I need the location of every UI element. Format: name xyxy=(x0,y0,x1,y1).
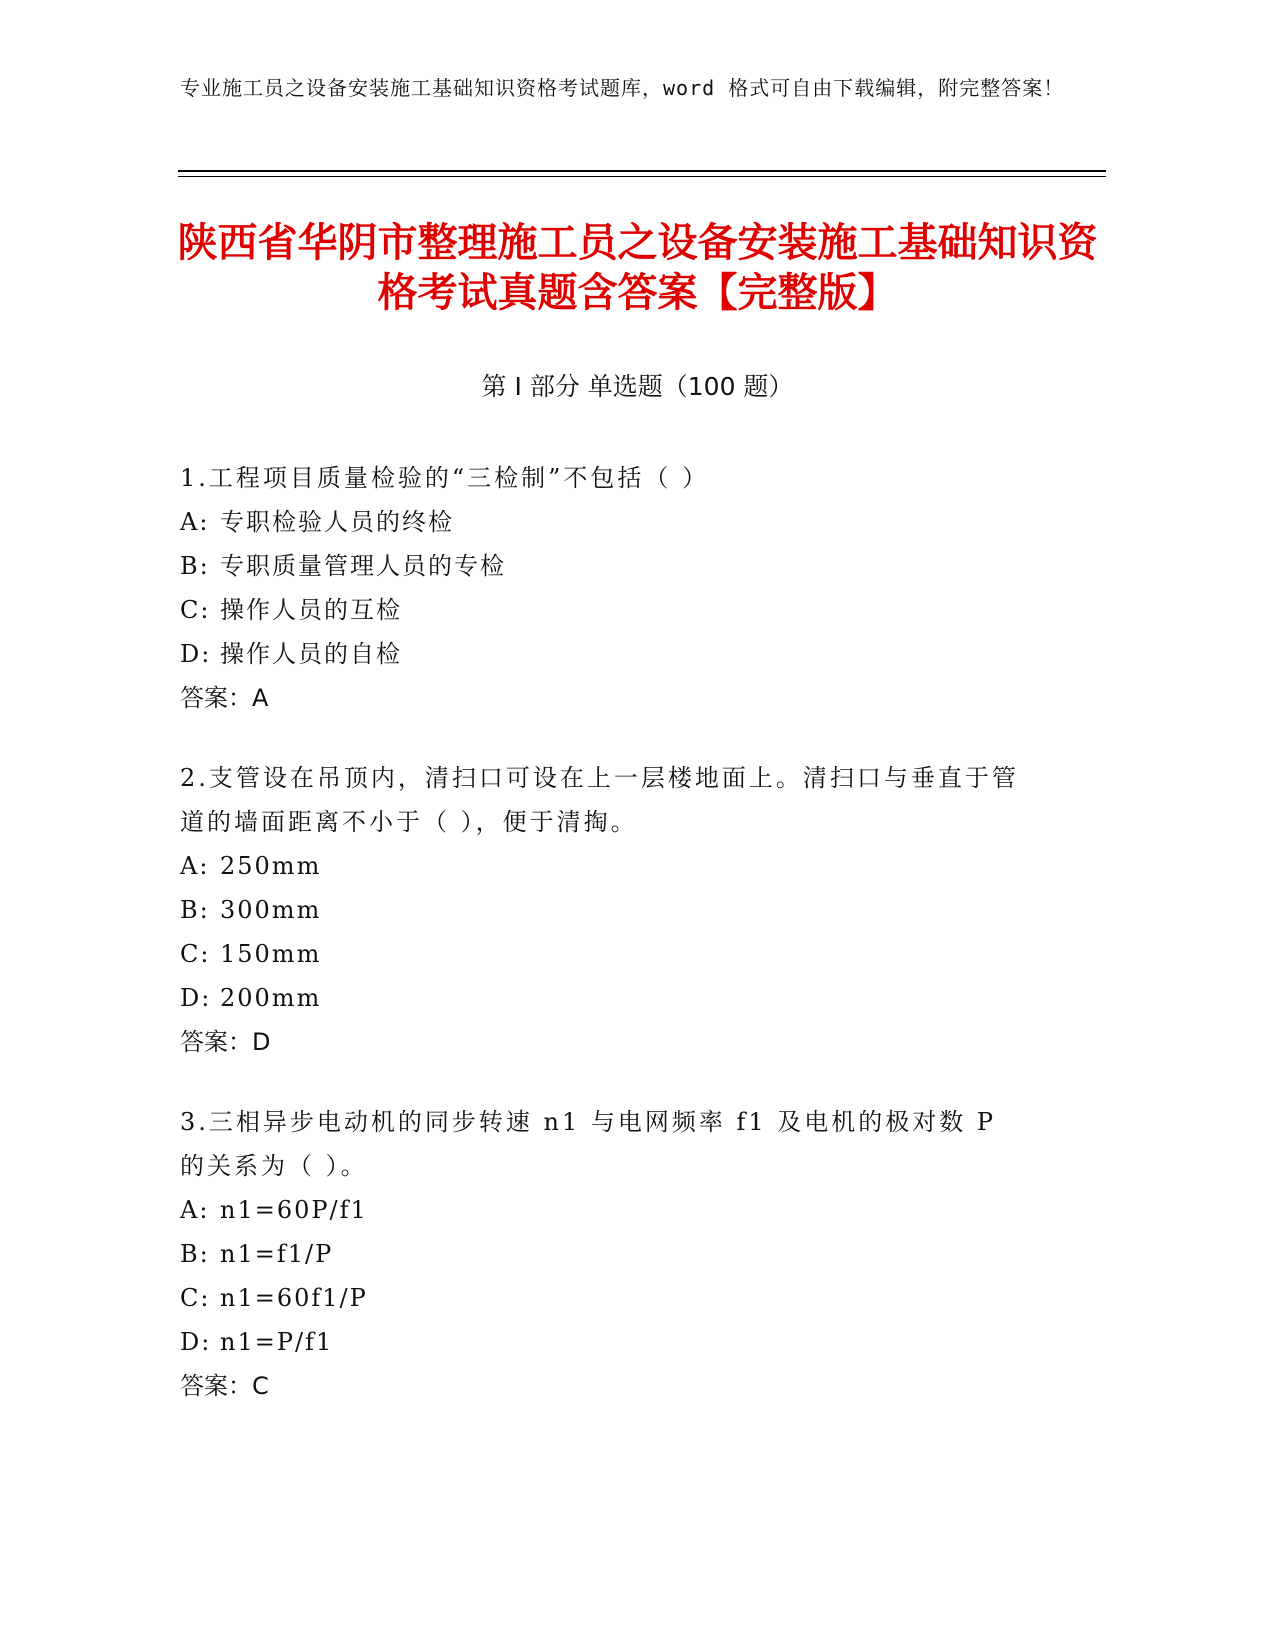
option-letter: B: xyxy=(180,1240,210,1268)
option-text: 150mm xyxy=(220,940,322,968)
section-heading: 第 I 部分 单选题（100 题） xyxy=(481,372,794,401)
option-text: n1=P/f1 xyxy=(220,1328,334,1356)
option-a xyxy=(180,1188,1030,1232)
option-b xyxy=(180,544,1030,588)
option-d xyxy=(180,976,1030,1020)
answer-line: 答案：D xyxy=(180,1028,271,1056)
option-letter: D: xyxy=(180,640,212,668)
header-note: 专业施工员之设备安装施工基础知识资格考试题库，word 格式可自由下载编辑，附完整答案！ xyxy=(180,76,1065,100)
option-letter: B: xyxy=(180,896,210,924)
question-stem: 1.工程项目质量检验的“三检制”不包括（ ） xyxy=(180,464,710,492)
option-letter: A: xyxy=(180,1196,210,1224)
option-text: 200mm xyxy=(220,984,322,1012)
option-text: n1=f1/P xyxy=(220,1240,334,1268)
option-letter: A: xyxy=(180,508,210,536)
option-letter: A: xyxy=(180,852,210,880)
question-3 xyxy=(180,1100,1030,1408)
option-a xyxy=(180,500,1030,544)
question-2 xyxy=(180,756,1030,1064)
option-letter: C: xyxy=(180,596,211,624)
question-stem: 3.三相异步电动机的同步转速 n1 与电网频率 f1 及电机的极对数 P 的关系为（ ）。 xyxy=(180,1108,997,1180)
question-stem: 2.支管设在吊顶内，清扫口可设在上一层楼地面上。清扫口与垂直于管道的墙面距离不小于（ ），便于清掏。 xyxy=(180,764,1019,836)
option-letter: B: xyxy=(180,552,210,580)
option-a xyxy=(180,844,1030,888)
option-c xyxy=(180,588,1030,632)
option-text: 专职质量管理人员的专检 xyxy=(220,552,506,580)
option-b xyxy=(180,1232,1030,1276)
option-letter: C: xyxy=(180,940,211,968)
option-text: n1=60P/f1 xyxy=(220,1196,368,1224)
header-divider-thin xyxy=(178,176,1106,177)
option-text: 操作人员的互检 xyxy=(220,596,402,624)
option-letter: D: xyxy=(180,984,212,1012)
option-text: n1=60f1/P xyxy=(220,1284,368,1312)
option-b xyxy=(180,888,1030,932)
answer-line: 答案：A xyxy=(180,684,269,712)
option-text: 操作人员的自检 xyxy=(220,640,402,668)
answer-line: 答案：C xyxy=(180,1372,269,1400)
option-text: 250mm xyxy=(220,852,322,880)
option-d xyxy=(180,632,1030,676)
option-c xyxy=(180,1276,1030,1320)
option-letter: C: xyxy=(180,1284,211,1312)
option-c xyxy=(180,932,1030,976)
option-text: 专职检验人员的终检 xyxy=(220,508,454,536)
option-d xyxy=(180,1320,1030,1364)
document-title: 陕西省华阴市整理施工员之设备安装施工基础知识资格考试真题含答案【完整版】 xyxy=(177,220,1098,316)
option-letter: D: xyxy=(180,1328,212,1356)
header-divider-thick xyxy=(178,170,1106,172)
question-1 xyxy=(180,456,1030,720)
option-text: 300mm xyxy=(220,896,322,924)
question-list xyxy=(180,456,1030,1444)
